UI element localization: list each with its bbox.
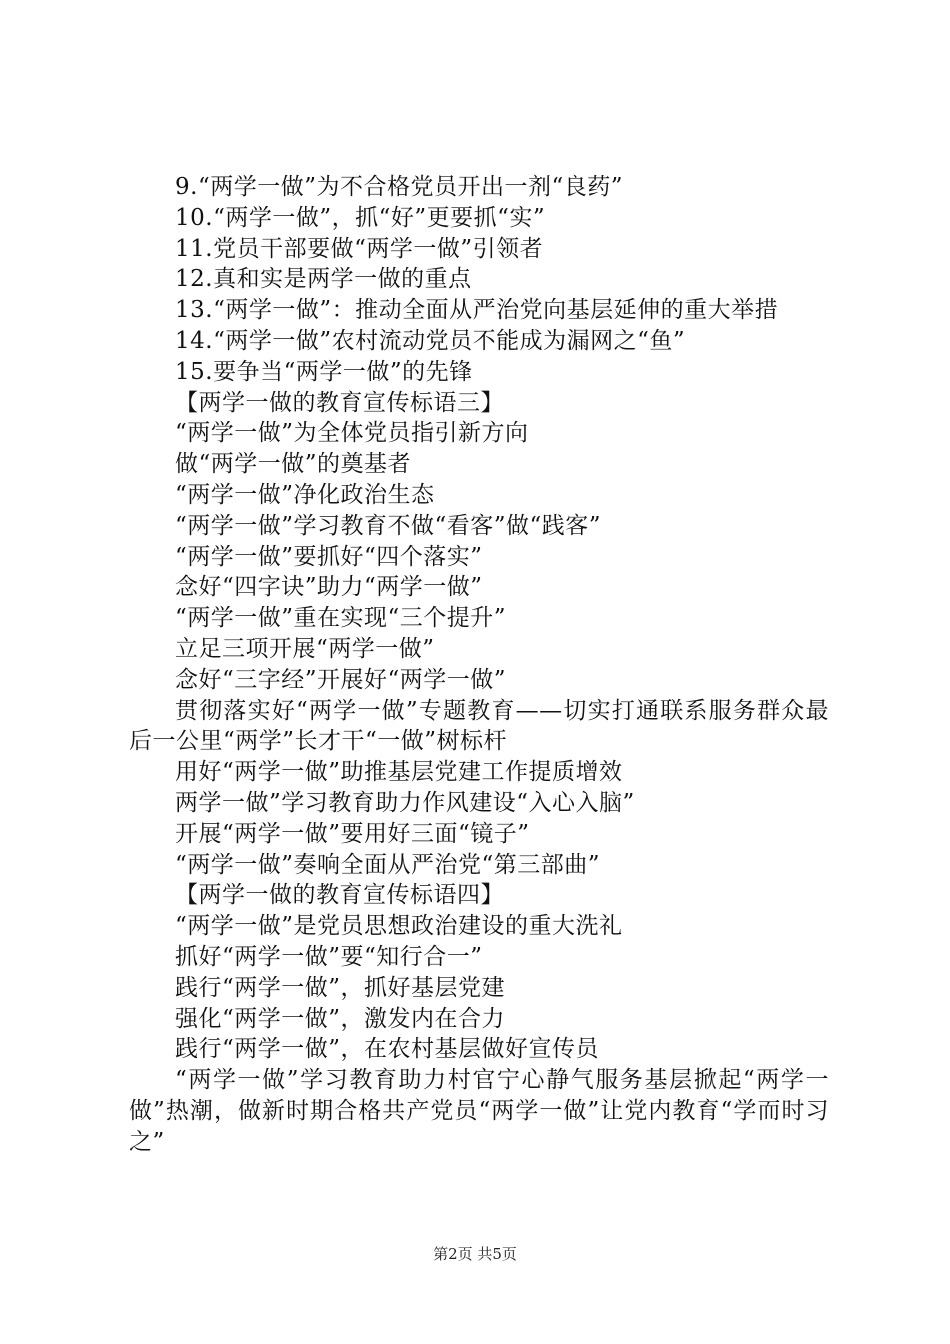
slogan-line: 开展“两学一做”要用好三面“镜子”	[175, 820, 530, 847]
slogan-line: 践行“两学一做”，在农村基层做好宣传员	[175, 1036, 600, 1063]
slogan-line: 念好“四字诀”助力“两学一做”	[175, 574, 483, 601]
slogan-line: 14.“两学一做”农村流动党员不能成为漏网之“鱼”	[175, 327, 686, 354]
slogan-line: 念好“三字经”开展好“两学一做”	[175, 666, 507, 693]
slogan-line: “两学一做”为全体党员指引新方向	[175, 420, 529, 447]
slogan-line: “两学一做”净化政治生态	[175, 481, 435, 508]
slogan-paragraph: 13.“两学一做”：推动全面从严治党向基层延伸的重大举措	[175, 297, 779, 324]
slogan-paragraph: 贯彻落实好“两学一做”专题教育——切实打通联系服务群众最后一公里“两学”长才干“一做”树标杆	[129, 697, 829, 755]
slogan-paragraph: “两学一做”学习教育助力村官宁心静气服务基层掀起“两学一做”热潮，做新时期合格共产党员“两学一做”让党内教育“学而时习之”	[129, 1067, 829, 1155]
slogan-line: “两学一做”是党员思想政治建设的重大洗礼	[175, 913, 623, 940]
slogan-line: 9.“两学一做”为不合格党员开出一剂“良药”	[175, 174, 623, 200]
slogan-line: 立足三项开展“两学一做”	[175, 635, 435, 662]
slogan-line: 15.要争当“两学一做”的先锋	[175, 358, 473, 385]
slogan-line: 践行“两学一做”，抓好基层党建	[175, 974, 506, 1001]
slogan-line: 12.真和实是两学一做的重点	[175, 266, 472, 293]
document-body	[129, 172, 829, 1158]
section-heading-4: 【两学一做的教育宣传标语四】	[175, 882, 504, 909]
section-heading-3: 【两学一做的教育宣传标语三】	[175, 389, 504, 416]
slogan-line: 10.“两学一做”，抓“好”更要抓“实”	[175, 204, 546, 231]
slogan-line: 做“两学一做”的奠基者	[175, 451, 412, 478]
slogan-line: 两学一做”学习教育助力作风建设“入心入脑”	[175, 789, 635, 816]
slogan-line: 11.党员干部要做“两学一做”引领者	[175, 235, 544, 262]
slogan-line: “两学一做”奏响全面从严治党“第三部曲”	[175, 851, 601, 878]
slogan-line: “两学一做”要抓好“四个落实”	[175, 543, 483, 570]
slogan-line: 用好“两学一做”助推基层党建工作提质增效	[175, 759, 623, 786]
slogan-line: 强化“两学一做”，激发内在合力	[175, 1005, 506, 1032]
slogan-line: “两学一做”重在实现“三个提升”	[175, 605, 507, 632]
slogan-line: “两学一做”学习教育不做“看客”做“践客”	[175, 512, 602, 539]
slogan-line: 抓好“两学一做”要“知行合一”	[175, 943, 483, 970]
page-number: 第2页 共5页	[433, 1245, 517, 1263]
